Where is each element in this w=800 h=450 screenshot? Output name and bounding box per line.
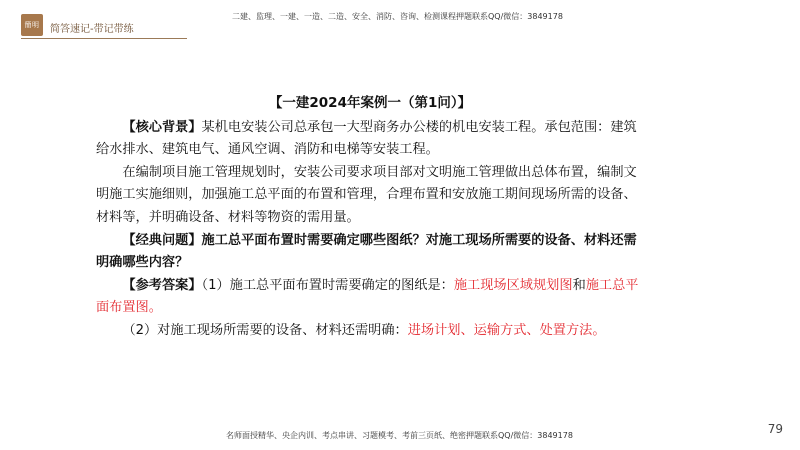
document-content bbox=[96, 92, 644, 343]
background-paragraph bbox=[96, 117, 644, 162]
planning-text: 在编制项目施工管理规划时，安装公司要求项目部对文明施工管理做出总体布置，编制文明施工实施细则，加强施工总平面的布置和管理，合理布置和安放施工期间现场所需的设备、材料等，并明确设备、材料等物资的需用量。 bbox=[96, 164, 637, 225]
answer1-paragraph bbox=[96, 275, 644, 320]
answer1-highlight-2: 施工总平面布置图 bbox=[96, 277, 639, 316]
bottom-notice: 名师面授精华、央企内训、考点串讲、习题模考、考前三页纸、绝密押题联系QQ/微信：3849178 bbox=[226, 431, 573, 440]
answer2-end: 。 bbox=[592, 322, 606, 338]
answer1-prefix: （1）施工总平面布置时需要确定的图纸是： bbox=[201, 277, 454, 293]
top-notice: 二建、监理、一建、一造、二造、安全、消防、咨询、检测课程押题联系QQ/微信：3849178 bbox=[232, 12, 563, 21]
answer1-end: 。 bbox=[148, 300, 162, 316]
brand-underline bbox=[21, 38, 187, 39]
planning-paragraph bbox=[96, 162, 644, 230]
background-label: 【核心背景】 bbox=[122, 119, 202, 135]
question-text: 施工总平面布置时需要确定哪些图纸？对施工现场所需要的设备、材料还需明确哪些内容？ bbox=[96, 232, 637, 271]
answer1-mid: 和 bbox=[572, 277, 586, 293]
background-text: 某机电安装公司总承包一大型商务办公楼的机电安装工程。承包范围：建筑给水排水、建筑电气、通风空调、消防和电梯等安装工程。 bbox=[96, 119, 637, 158]
page-title: 【一建2024年案例一（第1问）】 bbox=[268, 95, 472, 111]
question-paragraph bbox=[96, 230, 644, 275]
page-number: 79 bbox=[767, 422, 783, 436]
question-label: 【经典问题】 bbox=[122, 232, 202, 248]
answer2-paragraph bbox=[96, 320, 644, 343]
answer2-highlight: 进场计划、运输方式、处置方法 bbox=[407, 322, 593, 338]
answer-label: 【参考答案】 bbox=[122, 277, 202, 293]
logo: 簡明 bbox=[21, 14, 43, 36]
answer2-prefix: （2）对施工现场所需要的设备、材料还需明确： bbox=[122, 322, 408, 338]
answer1-highlight-1: 施工现场区域规划图 bbox=[453, 277, 573, 293]
brand-title: 简答速记-带记带练 bbox=[50, 24, 134, 35]
